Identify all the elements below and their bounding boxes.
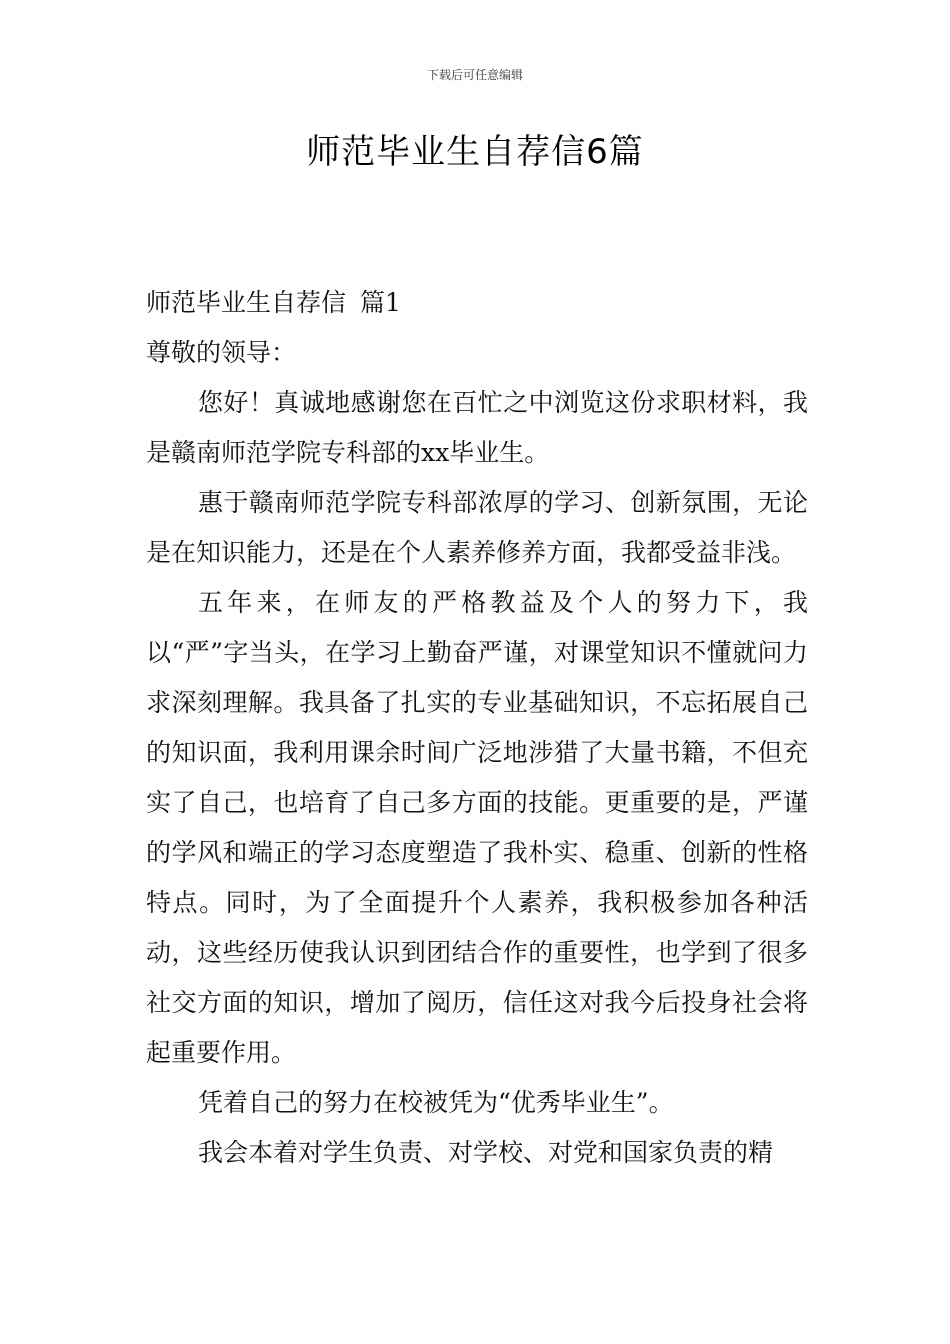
header-note: 下载后可任意编辑 (426, 68, 523, 82)
salutation: 尊敬的领导： (146, 338, 297, 367)
paragraph-honor: 凭着自己的努力在校被凭为“优秀毕业生”。 (198, 1088, 674, 1117)
document-title: 师范毕业生自荐信6篇 (306, 132, 644, 172)
section-number: 篇1 (360, 288, 401, 317)
paragraph-school-benefit: 惠于赣南师范学院专科部浓厚的学习、创新氛围，无论是在知识能力，还是在个人素养修养方面，我都受益非浅。 (146, 488, 808, 567)
section-heading-text: 师范毕业生自荐信 (146, 288, 347, 317)
paragraph-commitment: 我会本着对学生负责、对学校、对党和国家负责的精 (198, 1138, 774, 1167)
paragraph-greeting: 您好！真诚地感谢您在百忙之中浏览这份求职材料，我是赣南师范学院专科部的xx毕业生。 (146, 388, 808, 467)
document-body (146, 278, 808, 1178)
paragraph-five-years: 五年来，在师友的严格教益及个人的努力下，我以“严”字当头，在学习上勤奋严谨，对课堂知识不懂就问力求深刻理解。我具备了扎实的专业基础知识，不忘拓展自己的知识面，我利用课余时间广泛地涉猎了大量书籍，不但充实了自己，也培育了自己多方面的技能。更重要的是，严谨的学风和端正的学习态度塑造了我朴实、稳重、创新的性格特点。同时，为了全面提升个人素养，我积极参加各种活动，这些经历使我认识到团结合作的重要性，也学到了很多社交方面的知识，增加了阅历，信任这对我今后投身社会将起重要作用。 (146, 588, 808, 1067)
section-heading (146, 278, 808, 328)
